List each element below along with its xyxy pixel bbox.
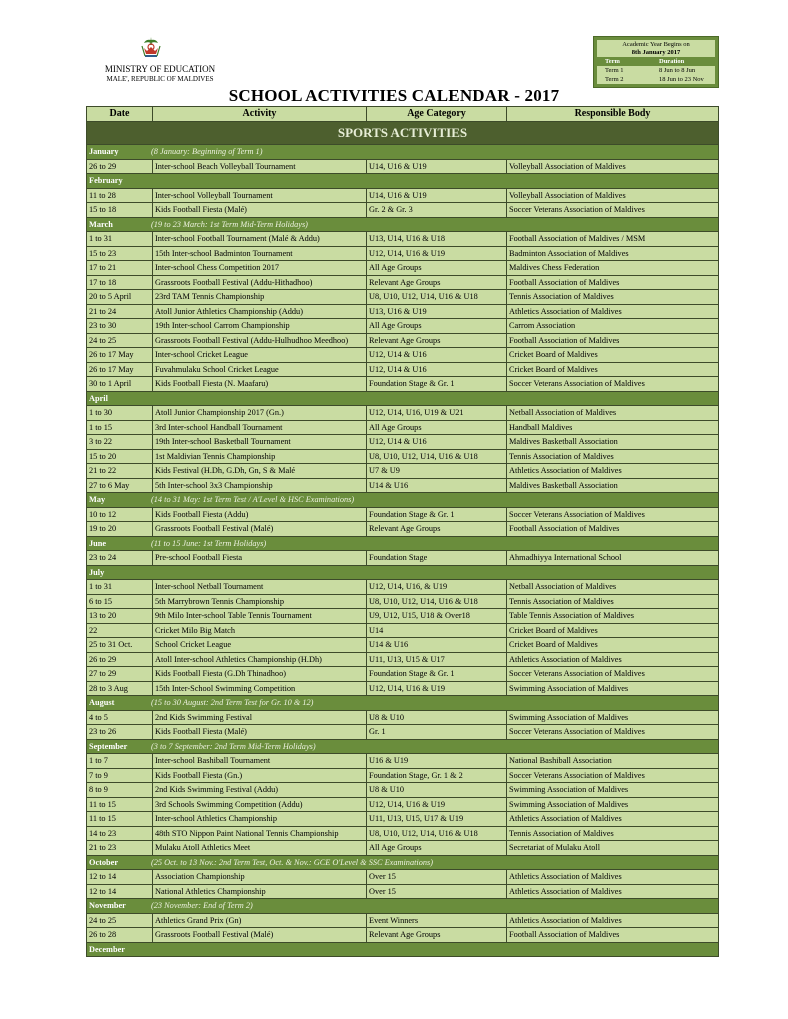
- responsible-body-cell: Swimming Association of Maldives: [507, 710, 719, 725]
- term-label: Term: [605, 58, 620, 65]
- month-cell: [87, 536, 719, 551]
- date-cell: 24 to 25: [87, 333, 153, 348]
- responsible-body-cell: Football Association of Maldives: [507, 928, 719, 943]
- activity-cell: School Cricket League: [153, 638, 367, 653]
- table-row: [87, 290, 719, 305]
- age-category-cell: Relevant Age Groups: [367, 333, 507, 348]
- activity-cell: 5th Marrybrown Tennis Championship: [153, 594, 367, 609]
- responsible-body-cell: Soccer Veterans Association of Maldives: [507, 377, 719, 392]
- section-band: [87, 122, 719, 145]
- activity-cell: Inter-school Bashiball Tournament: [153, 754, 367, 769]
- age-category-cell: U8 & U10: [367, 710, 507, 725]
- ministry-name: [95, 64, 225, 84]
- responsible-body-cell: Soccer Veterans Association of Maldives: [507, 203, 719, 218]
- table-row: [87, 754, 719, 769]
- month-cell: [87, 145, 719, 160]
- table-row: [87, 652, 719, 667]
- column-header-age: Age Category: [367, 107, 507, 122]
- age-category-cell: U13, U16 & U19: [367, 304, 507, 319]
- date-cell: 27 to 6 May: [87, 478, 153, 493]
- month-row-may: [87, 493, 719, 508]
- month-cell: [87, 565, 719, 580]
- date-cell: 6 to 15: [87, 594, 153, 609]
- responsible-body-cell: Football Association of Maldives / MSM: [507, 232, 719, 247]
- age-category-cell: U14 & U16: [367, 478, 507, 493]
- table-row: [87, 188, 719, 203]
- activity-cell: 2nd Kids Swimming Festival (Addu): [153, 783, 367, 798]
- responsible-body-cell: Athletics Association of Maldives: [507, 870, 719, 885]
- table-row: [87, 159, 719, 174]
- month-name: June: [89, 538, 107, 548]
- date-cell: 19 to 20: [87, 522, 153, 537]
- table-body: [87, 122, 719, 957]
- age-category-cell: Event Winners: [367, 913, 507, 928]
- activity-cell: Inter-school Beach Volleyball Tournament: [153, 159, 367, 174]
- section-title-text: SPORTS ACTIVITIES: [337, 125, 468, 140]
- activity-cell: Kids Football Fiesta (Addu): [153, 507, 367, 522]
- age-category-cell: U8, U10, U12, U14, U16 & U18: [367, 826, 507, 841]
- term1-duration: 8 Jun to 8 Jun: [659, 67, 696, 74]
- table-row: [87, 348, 719, 363]
- ministry-line2: MALE', REPUBLIC OF MALDIVES: [106, 75, 214, 83]
- age-category-cell: U8 & U10: [367, 783, 507, 798]
- age-category-cell: U11, U13, U15, U17 & U19: [367, 812, 507, 827]
- table-row: [87, 768, 719, 783]
- date-cell: 22: [87, 623, 153, 638]
- date-cell: 26 to 29: [87, 159, 153, 174]
- date-cell: 24 to 25: [87, 913, 153, 928]
- responsible-body-cell: Netball Association of Maldives: [507, 580, 719, 595]
- month-row-november: [87, 899, 719, 914]
- responsible-body-cell: Athletics Association of Maldives: [507, 812, 719, 827]
- month-cell: [87, 391, 719, 406]
- activity-cell: Inter-school Netball Tournament: [153, 580, 367, 595]
- age-category-cell: U9, U12, U15, U18 & Over18: [367, 609, 507, 624]
- responsible-body-cell: Soccer Veterans Association of Maldives: [507, 725, 719, 740]
- date-cell: 26 to 29: [87, 652, 153, 667]
- age-category-cell: Foundation Stage: [367, 551, 507, 566]
- age-category-cell: Relevant Age Groups: [367, 522, 507, 537]
- month-cell: [87, 899, 719, 914]
- date-cell: 11 to 28: [87, 188, 153, 203]
- table-row: [87, 203, 719, 218]
- date-cell: 23 to 26: [87, 725, 153, 740]
- responsible-body-cell: Cricket Board of Maldives: [507, 348, 719, 363]
- table-row: [87, 913, 719, 928]
- table-row: [87, 884, 719, 899]
- date-cell: 26 to 28: [87, 928, 153, 943]
- table-row: [87, 362, 719, 377]
- activity-cell: 1st Maldivian Tennis Championship: [153, 449, 367, 464]
- responsible-body-cell: Maldives Chess Federation: [507, 261, 719, 276]
- table-row: [87, 333, 719, 348]
- date-cell: 13 to 20: [87, 609, 153, 624]
- age-category-cell: U12, U14, U16 & U19: [367, 681, 507, 696]
- date-cell: 15 to 18: [87, 203, 153, 218]
- age-category-cell: Foundation Stage & Gr. 1: [367, 507, 507, 522]
- date-cell: 11 to 15: [87, 797, 153, 812]
- date-cell: 25 to 31 Oct.: [87, 638, 153, 653]
- table-row: [87, 464, 719, 479]
- responsible-body-cell: Athletics Association of Maldives: [507, 652, 719, 667]
- table-row: [87, 797, 719, 812]
- responsible-body-cell: Football Association of Maldives: [507, 333, 719, 348]
- month-cell: [87, 493, 719, 508]
- table-row: [87, 246, 719, 261]
- activity-cell: Fuvahmulaku School Cricket League: [153, 362, 367, 377]
- responsible-body-cell: Handball Maldives: [507, 420, 719, 435]
- activity-cell: Grassroots Football Festival (Malé): [153, 928, 367, 943]
- term1-label: Term 1: [605, 67, 624, 74]
- table-row: [87, 725, 719, 740]
- activity-cell: Kids Football Fiesta (Malé): [153, 203, 367, 218]
- activity-cell: Association Championship: [153, 870, 367, 885]
- responsible-body-cell: Badminton Association of Maldives: [507, 246, 719, 261]
- date-cell: 1 to 15: [87, 420, 153, 435]
- month-name: October: [89, 857, 119, 867]
- age-category-cell: Relevant Age Groups: [367, 275, 507, 290]
- ministry-emblem-icon: [136, 34, 166, 64]
- date-cell: 30 to 1 April: [87, 377, 153, 392]
- activity-cell: Mulaku Atoll Athletics Meet: [153, 841, 367, 856]
- age-category-cell: U16 & U19: [367, 754, 507, 769]
- academic-year-header: [597, 40, 715, 57]
- column-header-body: Responsible Body: [507, 107, 719, 122]
- date-cell: 1 to 7: [87, 754, 153, 769]
- activity-cell: Atoll Inter-school Athletics Championship (H.Dh): [153, 652, 367, 667]
- responsible-body-cell: Ahmadhiyya International School: [507, 551, 719, 566]
- date-cell: 28 to 3 Aug: [87, 681, 153, 696]
- table-row: [87, 580, 719, 595]
- month-row-february: [87, 174, 719, 189]
- age-category-cell: Over 15: [367, 870, 507, 885]
- table-row: [87, 435, 719, 450]
- age-category-cell: U14, U16 & U19: [367, 188, 507, 203]
- responsible-body-cell: Swimming Association of Maldives: [507, 797, 719, 812]
- term2-duration: 18 Jun to 23 Nov: [659, 76, 704, 83]
- date-cell: 10 to 12: [87, 507, 153, 522]
- month-name: May: [89, 495, 106, 504]
- duration-label: Duration: [659, 58, 685, 65]
- responsible-body-cell: Athletics Association of Maldives: [507, 884, 719, 899]
- activity-cell: Grassroots Football Festival (Malé): [153, 522, 367, 537]
- ministry-line1: MINISTRY OF EDUCATION: [104, 64, 216, 74]
- activity-cell: National Athletics Championship: [153, 884, 367, 899]
- month-name: September: [89, 741, 128, 751]
- age-category-cell: U11, U13, U15 & U17: [367, 652, 507, 667]
- date-cell: 17 to 18: [87, 275, 153, 290]
- age-category-cell: All Age Groups: [367, 841, 507, 856]
- age-category-cell: U12, U14 & U16: [367, 435, 507, 450]
- table-row: [87, 826, 719, 841]
- month-name: April: [89, 393, 108, 403]
- month-row-january: [87, 145, 719, 160]
- table-row: [87, 623, 719, 638]
- age-category-cell: U8, U10, U12, U14, U16 & U18: [367, 594, 507, 609]
- activity-cell: Atoll Junior Championship 2017 (Gn.): [153, 406, 367, 421]
- table-row: [87, 551, 719, 566]
- responsible-body-cell: Table Tennis Association of Maldives: [507, 609, 719, 624]
- term-table-header: [597, 57, 715, 66]
- date-cell: 14 to 23: [87, 826, 153, 841]
- responsible-body-cell: Athletics Association of Maldives: [507, 913, 719, 928]
- date-cell: 1 to 31: [87, 580, 153, 595]
- responsible-body-cell: Carrom Association: [507, 319, 719, 334]
- responsible-body-cell: Tennis Association of Maldives: [507, 290, 719, 305]
- activity-cell: Atoll Junior Athletics Championship (Addu): [153, 304, 367, 319]
- table-row: [87, 449, 719, 464]
- date-cell: 15 to 20: [87, 449, 153, 464]
- age-category-cell: Foundation Stage & Gr. 1: [367, 667, 507, 682]
- month-note: (14 to 31 May: 1st Term Test / A'Level & HSC Examinations): [151, 495, 355, 504]
- activity-cell: 2nd Kids Swimming Festival: [153, 710, 367, 725]
- responsible-body-cell: Football Association of Maldives: [507, 275, 719, 290]
- activity-cell: Cricket Milo Big Match: [153, 623, 367, 638]
- age-category-cell: Gr. 1: [367, 725, 507, 740]
- month-name: July: [89, 567, 105, 577]
- age-category-cell: Gr. 2 & Gr. 3: [367, 203, 507, 218]
- date-cell: 1 to 31: [87, 232, 153, 247]
- age-category-cell: U12, U14 & U16: [367, 362, 507, 377]
- activity-cell: 15th Inter-school Badminton Tournament: [153, 246, 367, 261]
- table-row: [87, 406, 719, 421]
- table-row: [87, 870, 719, 885]
- age-category-cell: Relevant Age Groups: [367, 928, 507, 943]
- age-category-cell: All Age Groups: [367, 261, 507, 276]
- activity-cell: 3rd Inter-school Handball Tournament: [153, 420, 367, 435]
- column-header-activity: Activity: [153, 107, 367, 122]
- month-note: (8 January: Beginning of Term 1): [151, 147, 263, 156]
- age-category-cell: U13, U14, U16 & U18: [367, 232, 507, 247]
- activity-cell: Inter-school Athletics Championship: [153, 812, 367, 827]
- table-row: [87, 377, 719, 392]
- month-name: November: [89, 901, 126, 910]
- month-cell: [87, 174, 719, 189]
- age-category-cell: Foundation Stage & Gr. 1: [367, 377, 507, 392]
- month-row-june: [87, 536, 719, 551]
- date-cell: 17 to 21: [87, 261, 153, 276]
- responsible-body-cell: Cricket Board of Maldives: [507, 362, 719, 377]
- activity-cell: Grassroots Football Festival (Addu-Hithadhoo): [153, 275, 367, 290]
- activity-cell: Kids Football Fiesta (Malé): [153, 725, 367, 740]
- activities-table: [86, 106, 719, 957]
- academic-year-line1: Academic Year Begins on: [622, 41, 690, 48]
- month-cell: [87, 217, 719, 232]
- month-row-august: [87, 696, 719, 711]
- month-note: (19 to 23 March: 1st Term Mid-Term Holidays): [151, 219, 308, 229]
- date-cell: 21 to 23: [87, 841, 153, 856]
- activity-cell: Inter-school Chess Competition 2017: [153, 261, 367, 276]
- date-cell: 20 to 5 April: [87, 290, 153, 305]
- responsible-body-cell: Maldives Basketball Association: [507, 435, 719, 450]
- table-row: [87, 507, 719, 522]
- month-name: January: [89, 147, 119, 156]
- table-header-row: [87, 107, 719, 122]
- activity-cell: Kids Football Fiesta (Gn.): [153, 768, 367, 783]
- responsible-body-cell: Volleyball Association of Maldives: [507, 159, 719, 174]
- date-cell: 23 to 30: [87, 319, 153, 334]
- age-category-cell: All Age Groups: [367, 420, 507, 435]
- activity-cell: Pre-school Football Fiesta: [153, 551, 367, 566]
- date-cell: 8 to 9: [87, 783, 153, 798]
- date-cell: 26 to 17 May: [87, 348, 153, 363]
- date-cell: 12 to 14: [87, 870, 153, 885]
- date-cell: 21 to 24: [87, 304, 153, 319]
- term1-row: [597, 66, 715, 75]
- term2-row: [597, 75, 715, 84]
- month-row-july: [87, 565, 719, 580]
- responsible-body-cell: Swimming Association of Maldives: [507, 783, 719, 798]
- month-note: (25 Oct. to 13 Nov.: 2nd Term Test, Oct. & Nov.: GCE O'Level & SSC Examinations): [151, 857, 434, 867]
- month-row-december: [87, 942, 719, 957]
- activity-cell: Grassroots Football Festival (Addu-Hulhudhoo Meedhoo): [153, 333, 367, 348]
- age-category-cell: U14 & U16: [367, 638, 507, 653]
- responsible-body-cell: Athletics Association of Maldives: [507, 464, 719, 479]
- age-category-cell: U7 & U9: [367, 464, 507, 479]
- age-category-cell: U12, U14, U16 & U19: [367, 797, 507, 812]
- age-category-cell: Over 15: [367, 884, 507, 899]
- table-row: [87, 275, 719, 290]
- date-cell: 23 to 24: [87, 551, 153, 566]
- responsible-body-cell: Netball Association of Maldives: [507, 406, 719, 421]
- month-note: (3 to 7 September: 2nd Term Mid-Term Holidays): [151, 741, 316, 751]
- month-row-april: [87, 391, 719, 406]
- activity-cell: Inter-school Volleyball Tournament: [153, 188, 367, 203]
- age-category-cell: U12, U14, U16 & U19: [367, 246, 507, 261]
- table-row: [87, 478, 719, 493]
- date-cell: 3 to 22: [87, 435, 153, 450]
- table-row: [87, 594, 719, 609]
- activity-cell: Kids Football Fiesta (G.Dh Thinadhoo): [153, 667, 367, 682]
- table-row: [87, 522, 719, 537]
- age-category-cell: U8, U10, U12, U14, U16 & U18: [367, 449, 507, 464]
- table-row: [87, 232, 719, 247]
- responsible-body-cell: Tennis Association of Maldives: [507, 826, 719, 841]
- table-row: [87, 304, 719, 319]
- table-row: [87, 261, 719, 276]
- table-row: [87, 319, 719, 334]
- activity-cell: 23rd TAM Tennis Championship: [153, 290, 367, 305]
- responsible-body-cell: Swimming Association of Maldives: [507, 681, 719, 696]
- age-category-cell: U14, U16 & U19: [367, 159, 507, 174]
- responsible-body-cell: National Bashiball Association: [507, 754, 719, 769]
- month-row-september: [87, 739, 719, 754]
- section-title: [87, 122, 719, 145]
- academic-year-line2: 8th January 2017: [631, 49, 681, 56]
- table-row: [87, 812, 719, 827]
- activity-cell: 9th Milo Inter-school Table Tennis Tournament: [153, 609, 367, 624]
- responsible-body-cell: Tennis Association of Maldives: [507, 594, 719, 609]
- responsible-body-cell: Secretariat of Mulaku Atoll: [507, 841, 719, 856]
- table-row: [87, 667, 719, 682]
- table-row: [87, 638, 719, 653]
- activity-cell: Inter-school Football Tournament (Malé & Addu): [153, 232, 367, 247]
- month-row-october: [87, 855, 719, 870]
- date-cell: 4 to 5: [87, 710, 153, 725]
- month-name: February: [89, 176, 123, 185]
- age-category-cell: U14: [367, 623, 507, 638]
- date-cell: 27 to 29: [87, 667, 153, 682]
- responsible-body-cell: Football Association of Maldives: [507, 522, 719, 537]
- date-cell: 26 to 17 May: [87, 362, 153, 377]
- month-name: March: [89, 219, 113, 229]
- activity-cell: 48th STO Nippon Paint National Tennis Championship: [153, 826, 367, 841]
- table-row: [87, 609, 719, 624]
- date-cell: 12 to 14: [87, 884, 153, 899]
- responsible-body-cell: Soccer Veterans Association of Maldives: [507, 768, 719, 783]
- responsible-body-cell: Cricket Board of Maldives: [507, 638, 719, 653]
- responsible-body-cell: Tennis Association of Maldives: [507, 449, 719, 464]
- date-cell: 21 to 22: [87, 464, 153, 479]
- month-name: August: [89, 698, 115, 707]
- month-note: (15 to 30 August: 2nd Term Test for Gr. 10 & 12): [151, 698, 314, 707]
- activity-cell: 3rd Schools Swimming Competition (Addu): [153, 797, 367, 812]
- term2-label: Term 2: [605, 76, 624, 83]
- month-cell: [87, 855, 719, 870]
- date-cell: 11 to 15: [87, 812, 153, 827]
- month-cell: [87, 739, 719, 754]
- activity-cell: Kids Football Fiesta (N. Maafaru): [153, 377, 367, 392]
- age-category-cell: U8, U10, U12, U14, U16 & U18: [367, 290, 507, 305]
- activity-cell: Inter-school Cricket League: [153, 348, 367, 363]
- table-row: [87, 681, 719, 696]
- responsible-body-cell: Maldives Basketball Association: [507, 478, 719, 493]
- activity-cell: 5th Inter-school 3x3 Championship: [153, 478, 367, 493]
- column-header-date: Date: [87, 107, 153, 122]
- activity-cell: Athletics Grand Prix (Gn): [153, 913, 367, 928]
- table-row: [87, 710, 719, 725]
- age-category-cell: All Age Groups: [367, 319, 507, 334]
- responsible-body-cell: Athletics Association of Maldives: [507, 304, 719, 319]
- activity-cell: Kids Festival (H.Dh, G.Dh, Gn, S & Malé: [153, 464, 367, 479]
- table-row: [87, 783, 719, 798]
- date-cell: 1 to 30: [87, 406, 153, 421]
- date-cell: 7 to 9: [87, 768, 153, 783]
- month-note: (23 November: End of Term 2): [151, 901, 253, 910]
- table-row: [87, 420, 719, 435]
- responsible-body-cell: Soccer Veterans Association of Maldives: [507, 507, 719, 522]
- month-cell: [87, 942, 719, 957]
- page-title: SCHOOL ACTIVITIES CALENDAR - 2017: [228, 86, 560, 105]
- age-category-cell: U12, U14 & U16: [367, 348, 507, 363]
- age-category-cell: U12, U14, U16, U19 & U21: [367, 406, 507, 421]
- date-cell: 15 to 23: [87, 246, 153, 261]
- age-category-cell: Foundation Stage, Gr. 1 & 2: [367, 768, 507, 783]
- responsible-body-cell: Soccer Veterans Association of Maldives: [507, 667, 719, 682]
- month-row-march: [87, 217, 719, 232]
- activity-cell: 15th Inter-School Swimming Competition: [153, 681, 367, 696]
- month-note: (11 to 15 June: 1st Term Holidays): [151, 538, 267, 548]
- responsible-body-cell: Volleyball Association of Maldives: [507, 188, 719, 203]
- table-row: [87, 928, 719, 943]
- academic-year-box: [593, 36, 719, 88]
- month-cell: [87, 696, 719, 711]
- activity-cell: 19th Inter-school Carrom Championship: [153, 319, 367, 334]
- responsible-body-cell: Cricket Board of Maldives: [507, 623, 719, 638]
- table-row: [87, 841, 719, 856]
- activity-cell: 19th Inter-school Basketball Tournament: [153, 435, 367, 450]
- age-category-cell: U12, U14, U16, & U19: [367, 580, 507, 595]
- month-name: December: [89, 944, 125, 954]
